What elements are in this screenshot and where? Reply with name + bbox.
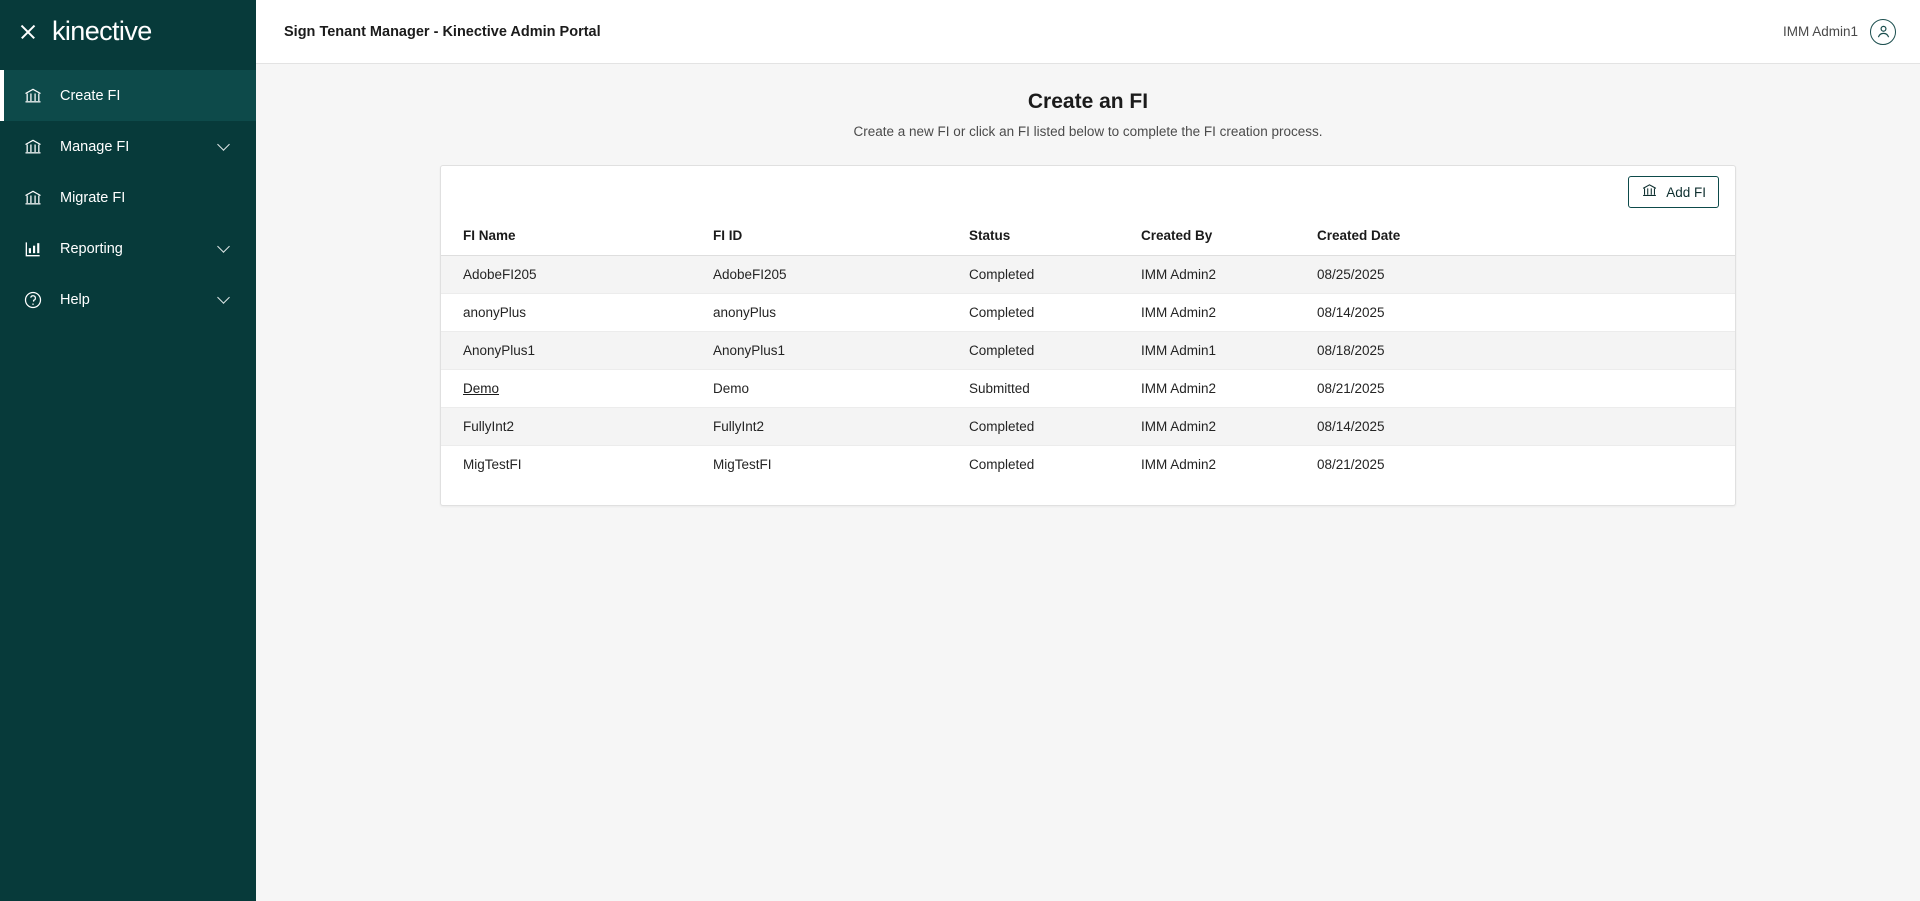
user-avatar-icon[interactable] (1870, 19, 1896, 45)
chevron-down-icon[interactable] (217, 240, 230, 253)
card-bottom-padding (441, 483, 1735, 505)
cell-fi-name: MigTestFI (463, 457, 522, 472)
sidebar-nav (0, 70, 256, 325)
bank-icon (22, 187, 44, 209)
fi-table (441, 218, 1735, 483)
sidebar-item-manage-fi[interactable] (0, 121, 256, 172)
cell-created-date: 08/25/2025 (1305, 256, 1735, 294)
cell-fi-id: anonyPlus (701, 294, 957, 332)
fi-table-head (441, 218, 1735, 256)
add-fi-label: Add FI (1666, 184, 1706, 200)
table-row[interactable] (441, 370, 1735, 408)
cell-status: Completed (957, 408, 1129, 446)
column-header-fi-name[interactable]: FI Name (441, 218, 701, 256)
cell-created-by: IMM Admin2 (1129, 408, 1305, 446)
sidebar-item-create-fi[interactable] (0, 70, 256, 121)
cell-fi-id: MigTestFI (713, 457, 772, 472)
content-area (256, 64, 1920, 901)
bank-icon (22, 85, 44, 107)
user-name-label: IMM Admin1 (1782, 24, 1858, 39)
column-header-fi-id[interactable]: FI ID (701, 218, 957, 256)
top-bar-right (1783, 19, 1896, 45)
fi-table-body (441, 256, 1735, 484)
sidebar-header (0, 0, 256, 64)
column-header-created-date[interactable]: Created Date (1305, 218, 1735, 256)
sidebar-item-label: Manage FI (60, 138, 130, 155)
cell-created-date: 08/21/2025 (1305, 370, 1735, 408)
cell-fi-id: AnonyPlus1 (701, 332, 957, 370)
card-toolbar (441, 166, 1735, 218)
cell-fi-name: FullyInt2 (441, 408, 701, 446)
sidebar-item-label: Create FI (60, 87, 121, 104)
cell-status: Completed (957, 294, 1129, 332)
cell-created-date: 08/14/2025 (1305, 294, 1735, 332)
table-row[interactable] (441, 332, 1735, 370)
cell-created-by: IMM Admin1 (1129, 332, 1305, 370)
sidebar (0, 0, 256, 901)
page-breadcrumb-title: Sign Tenant Manager - Kinective Admin Portal (284, 23, 601, 40)
sidebar-item-label: Reporting (60, 240, 123, 257)
cell-status: Completed (969, 457, 1035, 472)
table-row[interactable] (441, 256, 1735, 294)
help-icon (22, 289, 44, 311)
cell-fi-id: FullyInt2 (701, 408, 957, 446)
cell-created-by: IMM Admin2 (1129, 294, 1305, 332)
table-row[interactable] (441, 446, 1735, 484)
brand-logo: kinective (52, 15, 152, 46)
cell-status: Completed (957, 256, 1129, 294)
bank-icon (22, 136, 44, 158)
table-row[interactable] (441, 408, 1735, 446)
close-icon[interactable] (18, 22, 38, 42)
page-subtitle: Create a new FI or click an FI listed below to complete the FI creation process. (853, 124, 1323, 139)
add-fi-button[interactable] (1628, 176, 1719, 208)
cell-fi-name: AdobeFI205 (441, 256, 701, 294)
main-area (256, 0, 1920, 901)
cell-created-date: 08/21/2025 (1317, 457, 1385, 472)
chevron-down-icon[interactable] (217, 291, 230, 304)
cell-fi-id: AdobeFI205 (701, 256, 957, 294)
top-bar (256, 0, 1920, 64)
fi-list-card (440, 165, 1736, 506)
table-row[interactable] (441, 294, 1735, 332)
bank-icon (1641, 182, 1658, 202)
sidebar-item-label: Help (60, 291, 90, 308)
cell-fi-name (441, 370, 701, 408)
cell-fi-name: AnonyPlus1 (441, 332, 701, 370)
sidebar-item-help[interactable] (0, 274, 256, 325)
cell-created-by: IMM Admin2 (1129, 370, 1305, 408)
chevron-down-icon[interactable] (217, 138, 230, 151)
cell-fi-id: Demo (701, 370, 957, 408)
column-header-status[interactable]: Status (957, 218, 1129, 256)
cell-created-date: 08/18/2025 (1305, 332, 1735, 370)
bar-chart-icon (22, 238, 44, 260)
sidebar-item-migrate-fi[interactable] (0, 172, 256, 223)
cell-created-date: 08/14/2025 (1305, 408, 1735, 446)
cell-fi-name: anonyPlus (441, 294, 701, 332)
cell-created-by: IMM Admin2 (1141, 457, 1217, 472)
sidebar-item-reporting[interactable] (0, 223, 256, 274)
page-title: Create an FI (1027, 90, 1149, 113)
fi-name-link[interactable]: Demo (463, 381, 500, 396)
column-header-created-by[interactable]: Created By (1129, 218, 1305, 256)
table-header-row (441, 218, 1735, 256)
sidebar-item-label: Migrate FI (60, 189, 126, 206)
cell-created-by: IMM Admin2 (1129, 256, 1305, 294)
cell-status: Submitted (957, 370, 1129, 408)
cell-status: Completed (957, 332, 1129, 370)
